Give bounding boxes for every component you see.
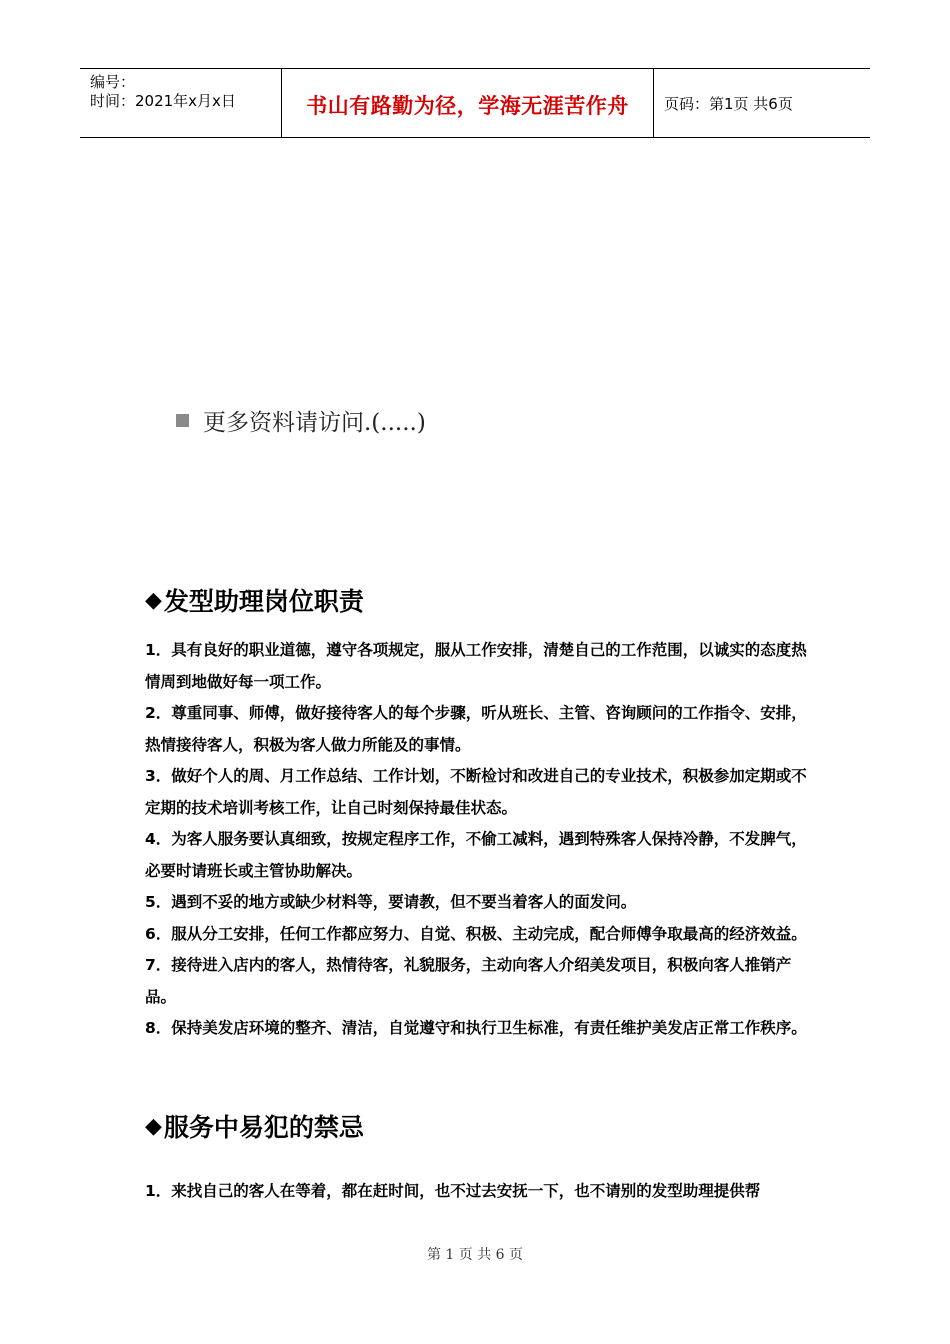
list-item: 7．接待进入店内的客人，热情待客，礼貌服务，主动向客人介绍美发项目，积极向客人推销产品。: [145, 956, 792, 1006]
list-item: 1．具有良好的职业道德，遵守各项规定，服从工作安排，清楚自己的工作范围，以诚实的态度热情周到地做好每一项工作。: [145, 641, 807, 691]
square-bullet-icon: [176, 414, 189, 427]
header-page-info: 页码：第1页 共6页: [664, 94, 793, 113]
section-title-taboos: [145, 1108, 364, 1144]
list-item: 4．为客人服务要认真细致，按规定程序工作，不偷工减料，遇到特殊客人保持冷静，不发脾气，必要时请班长或主管协助解决。: [145, 830, 807, 880]
header-left-cell: [80, 69, 282, 137]
document-time-label: 时间：2021年x月x日: [90, 92, 236, 110]
taboos-list: [145, 1176, 810, 1208]
document-number-label: 编号：: [90, 73, 136, 91]
more-info-line: [176, 404, 426, 437]
list-item: 2．尊重同事、师傅，做好接待客人的每个步骤，听从班长、主管、咨询顾问的工作指令、安排，热情接待客人，积极为客人做力所能及的事情。: [145, 704, 807, 754]
section-title-text: 服务中易犯的禁忌: [163, 1113, 364, 1142]
list-item: 6．服从分工安排，任何工作都应努力、自觉、积极、主动完成，配合师傅争取最高的经济效益。: [145, 924, 807, 943]
header-right-cell: [654, 69, 870, 137]
list-item: 8．保持美发店环境的整齐、清洁，自觉遵守和执行卫生标准，有责任维护美发店正常工作秩序。: [145, 1019, 807, 1037]
list-item: 3．做好个人的周、月工作总结、工作计划，不断检讨和改进自己的专业技术，积极参加定期或不定期的技术培训考核工作，让自己时刻保持最佳状态。: [145, 767, 807, 817]
list-item: 5．遇到不妥的地方或缺少材料等，要请教，但不要当着客人的面发问。: [145, 893, 637, 911]
header-motto: 书山有路勤为径，学海无涯苦作舟: [306, 94, 629, 118]
list-item: 1．来找自己的客人在等着，都在赶时间，也不过去安抚一下，也不请别的发型助理提供帮: [145, 1182, 761, 1200]
header-table: [80, 68, 870, 138]
section-title-duties: [145, 582, 364, 618]
diamond-icon: ◆: [145, 1113, 162, 1139]
more-info-text: 更多资料请访问.(.....): [203, 410, 426, 436]
section-title-text: 发型助理岗位职责: [163, 587, 364, 616]
duties-list: [145, 635, 810, 1045]
page-footer: 第 1 页 共 6 页: [426, 1247, 524, 1263]
diamond-icon: ◆: [145, 587, 162, 613]
header-center-cell: [282, 69, 654, 137]
